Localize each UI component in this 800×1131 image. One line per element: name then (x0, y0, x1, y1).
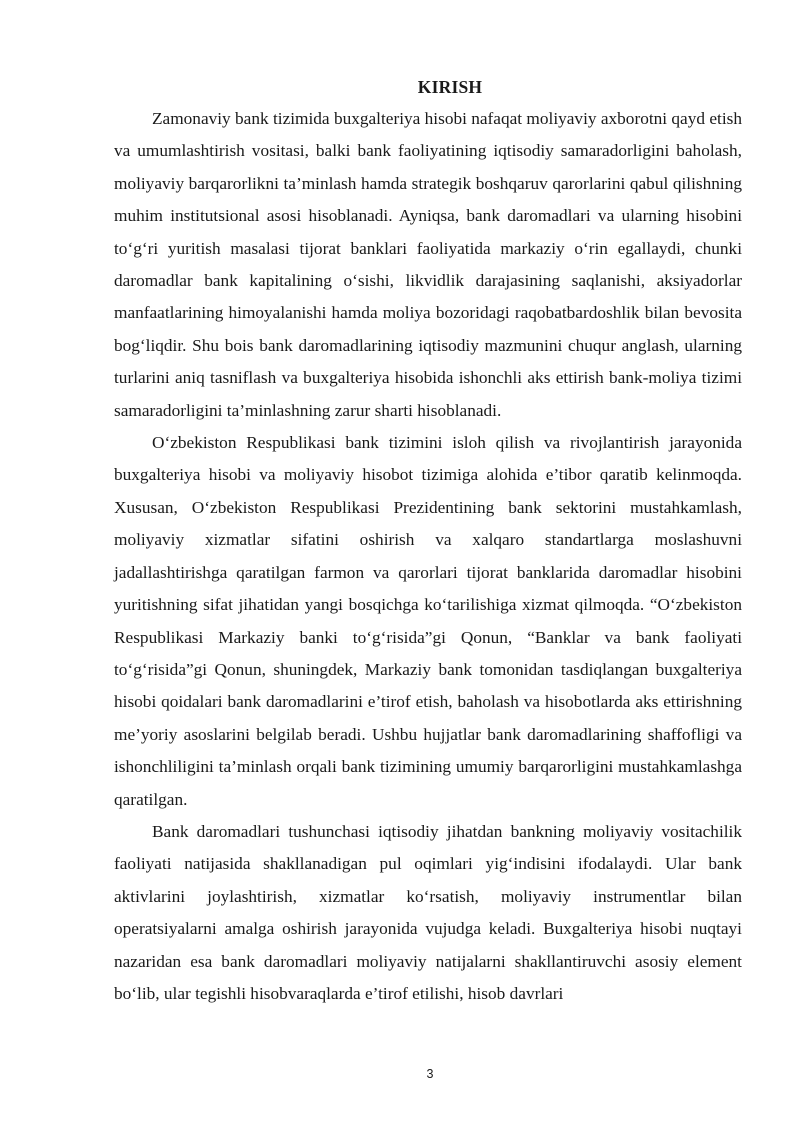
section-heading: KIRISH (417, 77, 483, 97)
paragraph: O‘zbekiston Respublikasi bank tizimini isloh qilish va rivojlantirish jarayonida buxgalteriya hisobi va moliyaviy hisobot tizimiga alohida e’tibor qaratib kelinmoqda. Xususan, O‘zbekiston Respublikasi Prezidentining bank sektorini mustahkamlash, moliyaviy xizmatlar sifatini oshirish va xalqaro standartlarga moslashuvni jadallashtirishga qaratilgan farmon va qarorlari tijorat banklarida daromadlar hisobini yuritishning sifat jihatidan yangi bosqichga ko‘tarilishiga xizmat qilmoqda. “O‘zbekiston Respublikasi Markaziy banki to‘g‘risida”gi Qonun, “Banklar va bank faoliyati to‘g‘risida”gi Qonun, shuningdek, Markaziy bank tomonidan tasdiqlangan buxgalteriya hisobi qoidalari bank daromadlarini e’tirof etish, baholash va hisobotlarda aks ettirishning me’yoriy asoslarini belgilab beradi. Ushbu hujjatlar bank daromadlarining shaffofligi va ishonchliligini ta’minlash orqali bank tizimining umumiy barqarorligini mustahkamlashga qaratilgan. (114, 433, 742, 809)
paragraph: Bank daromadlari tushunchasi iqtisodiy jihatdan bankning moliyaviy vositachilik faoliyati natijasida shakllanadigan pul oqimlari yig‘indisini ifodalaydi. Ular bank aktivlarini joylashtirish, xizmatlar ko‘rsatish, moliyaviy instrumentlar bilan operatsiyalarni amalga oshirish jarayonida vujudga keladi. Buxgalteriya hisobi nuqtayi nazaridan esa bank daromadlari moliyaviy natijalarni shakllantiruvchi asosiy element bo‘lib, ular tegishli hisobvaraqlarda e’tirof etilishi, hisob davrlari (114, 821, 742, 1003)
body-text (114, 103, 742, 1010)
page-number: 3 (426, 1067, 434, 1081)
paragraph: Zamonaviy bank tizimida buxgalteriya hisobi nafaqat moliyaviy axborotni qayd etish va umumlashtirish vositasi, balki bank faoliyatining iqtisodiy samaradorligini baholash, moliyaviy barqarorlikni ta’minlash hamda strategik boshqaruv qarorlarini qabul qilishning muhim institutsional asosi hisoblanadi. Ayniqsa, bank daromadlari va ularning hisobini to‘g‘ri yuritish masalasi tijorat banklari faoliyatida markaziy o‘rin egallaydi, chunki daromadlar bank kapitalining o‘sishi, likvidlik darajasining saqlanishi, aksiyadorlar manfaatlarining himoyalanishi hamda moliya bozoridagi raqobatbardoshlik bilan bevosita bog‘liqdir. Shu bois bank daromadlarining iqtisodiy mazmunini chuqur anglash, ularning turlarini aniq tasniflash va buxgalteriya hisobida ishonchli aks ettirish bank-moliya tizimi samaradorligini ta’minlashning zarur sharti hisoblanadi. (114, 109, 742, 420)
